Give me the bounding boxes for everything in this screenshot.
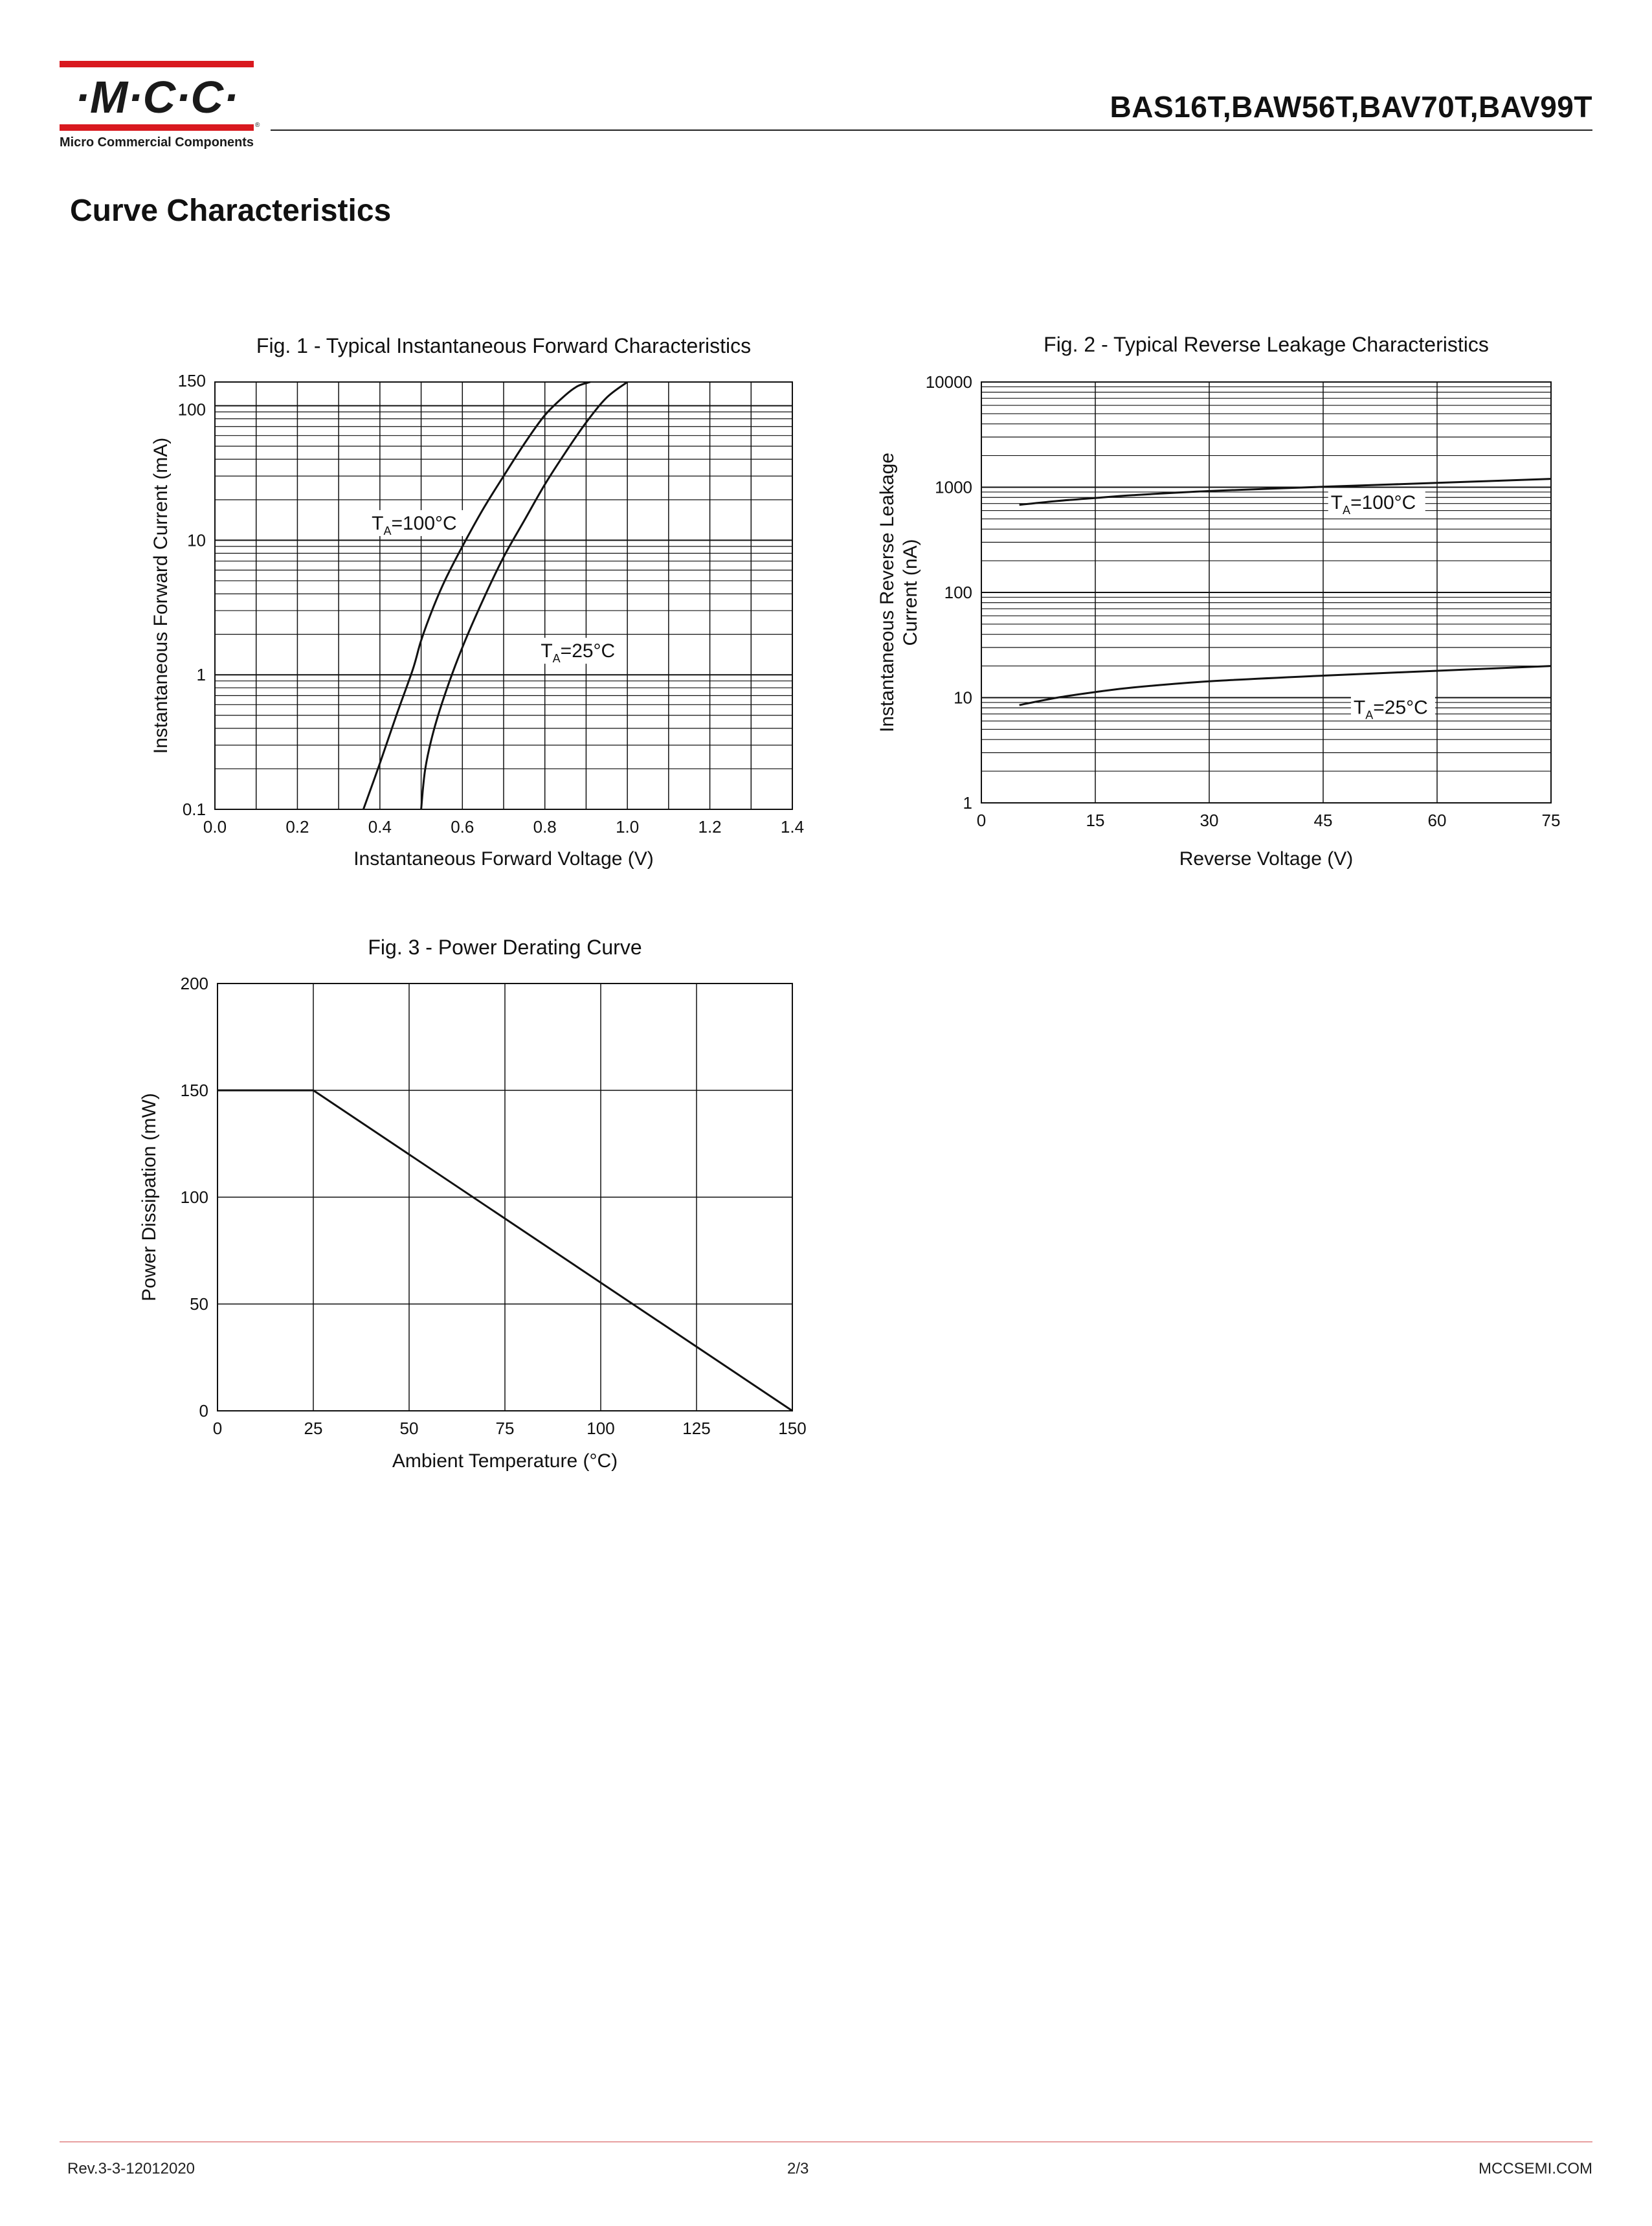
x-tick-label: 0.4 (368, 817, 392, 837)
x-tick-label: 75 (495, 1419, 515, 1438)
series-label: $T_A=100^\circ C$ (372, 512, 457, 537)
y-tick-label: 1000 (935, 477, 972, 497)
footer-rule (60, 2141, 1592, 2142)
x-tick-label: 100 (586, 1419, 615, 1438)
x-axis-label: Ambient Temperature (°C) (392, 1450, 618, 1472)
x-tick-label: 0 (212, 1419, 223, 1438)
x-tick-label: 25 (304, 1419, 323, 1438)
y-tick-label: 1 (196, 665, 206, 685)
chart-title: Fig. 3 - Power Derating Curve (368, 936, 642, 959)
x-tick-label: 1.0 (616, 817, 640, 837)
y-tick-label: 150 (177, 371, 206, 390)
x-axis-label: Reverse Voltage (V) (1179, 848, 1354, 870)
logo-subtitle: Micro Commercial Components (60, 135, 254, 150)
y-tick-label: 100 (177, 399, 206, 420)
y-tick-label: 0 (199, 1401, 208, 1421)
x-tick-label: 150 (778, 1419, 807, 1438)
x-tick-label: 15 (1086, 811, 1105, 830)
y-tick-label: 50 (190, 1294, 208, 1314)
chart-title: Fig. 2 - Typical Reverse Leakage Characteristics (1044, 333, 1489, 356)
x-tick-label: 60 (1427, 811, 1447, 830)
series-label: $T_A=100^\circ C$ (1330, 492, 1416, 517)
series-line (1020, 666, 1551, 705)
x-tick-label: 0.2 (285, 817, 309, 837)
y-tick-label: 100 (944, 583, 972, 602)
part-numbers-title: BAS16T,BAW56T,BAV70T,BAV99T (1110, 90, 1592, 124)
y-tick-label: 10 (954, 688, 972, 708)
x-tick-label: 1.4 (780, 817, 805, 837)
footer-page-number: 2/3 (787, 2160, 809, 2177)
series-label: $T_A=25^\circ C$ (1353, 697, 1428, 722)
y-tick-label: 0.1 (182, 800, 206, 819)
x-axis-label: Instantaneous Forward Voltage (V) (353, 848, 654, 870)
x-tick-label: 1.2 (698, 817, 722, 837)
chart-3 (139, 936, 807, 1472)
x-tick-label: 0.8 (533, 817, 557, 837)
y-tick-label: 1 (963, 793, 972, 813)
x-tick-label: 50 (399, 1419, 419, 1438)
y-tick-label: 10 (187, 530, 206, 550)
x-tick-label: 0.6 (451, 817, 474, 837)
x-tick-label: 30 (1200, 811, 1219, 830)
x-tick-label: 75 (1541, 811, 1561, 830)
x-tick-label: 125 (682, 1419, 711, 1438)
section-title: Curve Characteristics (70, 194, 392, 228)
x-tick-label: 0 (976, 811, 987, 830)
svg-text:®: ® (255, 122, 260, 129)
series-label: $T_A=25^\circ C$ (541, 640, 616, 666)
footer-website: MCCSEMI.COM (1479, 2160, 1592, 2177)
y-axis-label: Power Dissipation (mW) (139, 1093, 160, 1301)
chart-1 (150, 334, 804, 870)
chart-2 (876, 333, 1560, 870)
chart-title: Fig. 1 - Typical Instantaneous Forward Characteristics (256, 334, 752, 357)
y-tick-label: 10000 (925, 372, 972, 392)
y-tick-label: 100 (180, 1187, 208, 1207)
x-tick-label: 45 (1313, 811, 1333, 830)
y-axis-label: Instantaneous Forward Current (mA) (150, 437, 172, 754)
y-axis-label: Instantaneous Reverse Leakage (876, 453, 898, 732)
logo-text: ·M·C·C· (74, 72, 239, 122)
y-tick-label: 150 (180, 1081, 208, 1100)
y-axis-label: Current (nA) (900, 539, 921, 646)
x-tick-label: 0.0 (203, 817, 227, 837)
y-tick-label: 200 (180, 974, 208, 993)
footer-revision: Rev.3-3-12012020 (67, 2160, 195, 2177)
